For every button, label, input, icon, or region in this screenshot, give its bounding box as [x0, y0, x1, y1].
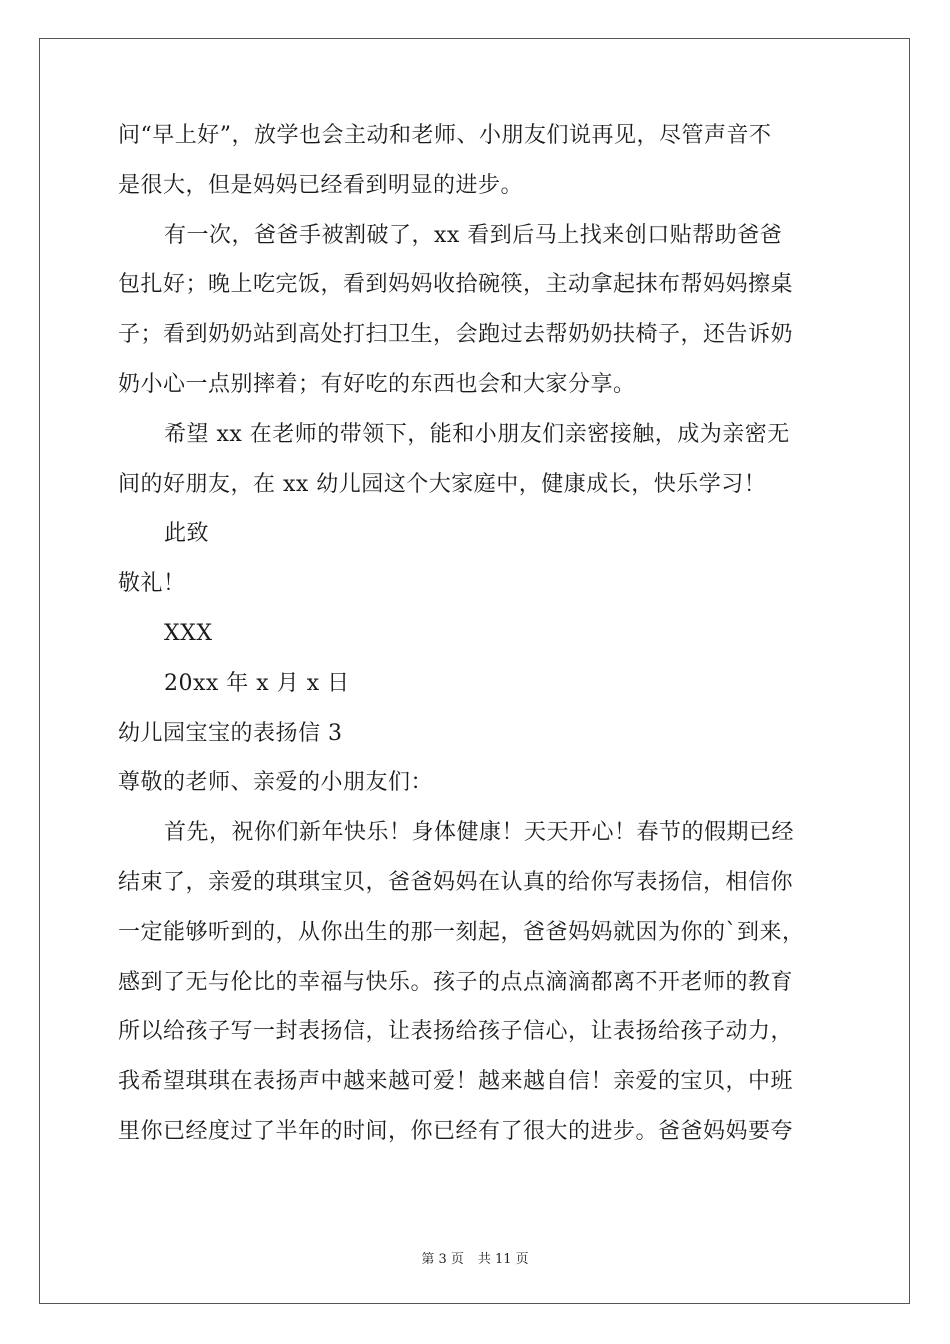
text-line: 20xx 年 x 月 x 日	[164, 670, 350, 696]
text-line: 奶小心一点别摔着；有好吃的东西也会和大家分享。	[118, 371, 636, 397]
page-total: 共 11 页	[477, 1252, 529, 1267]
text-line: 此致	[164, 521, 210, 547]
text-line: 幼儿园宝宝的表扬信 3	[118, 720, 343, 746]
text-line: 感到了无与伦比的幸福与快乐。孩子的点点滴滴都离不开老师的教育	[118, 969, 794, 995]
page-footer	[0, 1248, 950, 1267]
text-line: 一定能够听到的，从你出生的那一刻起，爸爸妈妈就因为你的`到来，	[118, 919, 805, 945]
text-line: 里你已经度过了半年的时间，你已经有了很大的进步。爸爸妈妈要夸	[118, 1118, 794, 1144]
text-line: 尊敬的老师、亲爱的小朋友们：	[118, 770, 434, 796]
text-line: 希望 xx 在老师的带领下，能和小朋友们亲密接触，成为亲密无	[164, 421, 790, 447]
text-line: 问“早上好”，放学也会主动和老师、小朋友们说再见，尽管声音不	[118, 123, 772, 148]
text-line: 敬礼！	[118, 571, 186, 597]
text-line: 有一次，爸爸手被割破了，xx 看到后马上找来创口贴帮助爸爸	[164, 222, 783, 248]
text-line: 包扎好；晚上吃完饭，看到妈妈收拾碗筷，主动拿起抹布帮妈妈擦桌	[118, 272, 794, 298]
document-body	[118, 124, 853, 1170]
text-line: XXX	[164, 620, 213, 646]
text-line: 我希望琪琪在表扬声中越来越可爱！越来越自信！亲爱的宝贝，中班	[118, 1069, 794, 1095]
text-line: 是很大，但是妈妈已经看到明显的进步。	[118, 172, 524, 198]
text-line: 结束了，亲爱的琪琪宝贝，爸爸妈妈在认真的给你写表扬信，相信你	[118, 869, 794, 895]
text-line: 首先，祝你们新年快乐！身体健康！天天开心！春节的假期已经	[164, 820, 795, 846]
text-line: 子；看到奶奶站到高处打扫卫生，会跑过去帮奶奶扶椅子，还告诉奶	[118, 322, 794, 348]
text-line: 间的好朋友，在 xx 幼儿园这个大家庭中，健康成长，快乐学习！	[118, 471, 767, 497]
text-line: 所以给孩子写一封表扬信，让表扬给孩子信心，让表扬给孩子动力，	[118, 1019, 794, 1045]
page-number: 第 3 页	[421, 1252, 464, 1267]
